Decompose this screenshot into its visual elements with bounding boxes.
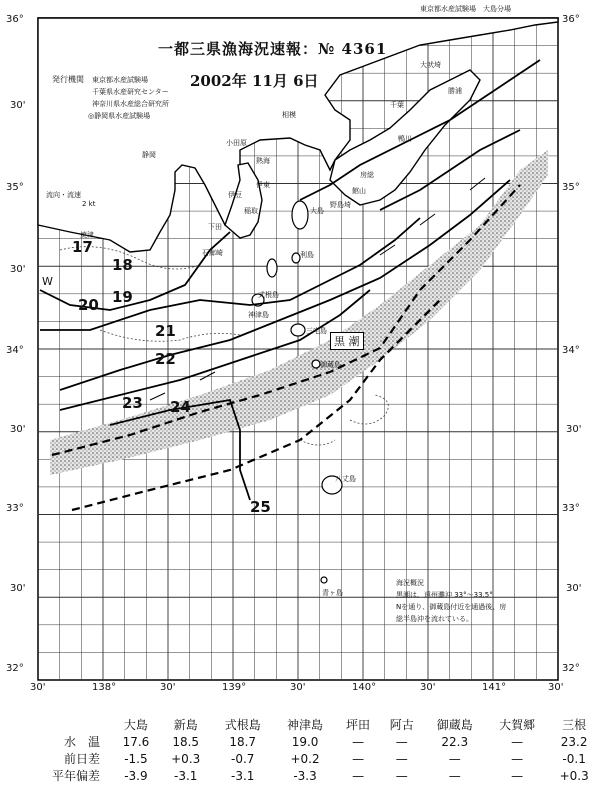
place-name: 鴨川 <box>398 135 412 143</box>
lon-label: 141° <box>482 682 507 693</box>
isotherm-label: 22 <box>155 350 176 368</box>
lon-label: 30' <box>30 682 46 693</box>
cell: -3.3 <box>293 768 317 783</box>
station-header: 大賀郷 <box>499 718 536 732</box>
bulletin-date: 2002年 11月 6日 <box>190 72 319 90</box>
station-header: 三根 <box>562 718 587 732</box>
issuers-label: 発行機関 <box>52 75 84 84</box>
cell: -3.1 <box>230 768 255 783</box>
isotherm-label: 24 <box>170 398 191 416</box>
place-name: 三宅島 <box>306 327 327 335</box>
speed-legend-label: 2 kt <box>82 200 96 208</box>
place-name: 式根島 <box>258 291 279 299</box>
isotherm-label: 20 <box>78 296 99 314</box>
cell: — <box>395 734 408 749</box>
lat-label: 34° <box>6 345 24 356</box>
note-line: Nを通り、御蔵島付近を通過後、房 <box>396 603 507 611</box>
lat-label-right: 30' <box>566 424 582 435</box>
lon-label: 140° <box>352 682 377 693</box>
current-legend-label: 流向・流速 <box>46 191 81 199</box>
lat-label-right: 36° <box>562 14 580 25</box>
lat-label: 30' <box>10 100 26 111</box>
station-header: 式根島 <box>224 718 261 732</box>
lon-label: 139° <box>222 682 247 693</box>
place-name: 八丈島 <box>335 475 356 483</box>
lon-label: 30' <box>548 682 564 693</box>
lon-label: 30' <box>160 682 176 693</box>
place-name: 大吠埼 <box>420 61 441 69</box>
isotherm-label: 17 <box>72 238 93 256</box>
cell: — <box>511 734 524 749</box>
place-name: 館山 <box>352 187 366 195</box>
miyakejima-island <box>291 324 305 336</box>
isotherm-label: 21 <box>155 322 176 340</box>
mikurajima-island <box>312 360 320 368</box>
row-label: 前日差 <box>63 752 100 766</box>
cell: +0.2 <box>290 751 320 766</box>
row-label: 平年偏差 <box>51 769 100 783</box>
note-line: 黒潮は、遠州灘沖 33°～33.5° <box>396 591 493 599</box>
station-header: 阿古 <box>389 718 414 732</box>
issuer-3: 神奈川県水産総合研究所 <box>92 100 169 108</box>
lat-label: 30' <box>10 264 26 275</box>
cell: — <box>352 768 365 783</box>
cell: — <box>395 751 408 766</box>
cell: — <box>352 734 365 749</box>
place-name: 御蔵島 <box>320 361 341 369</box>
lon-label: 138° <box>92 682 117 693</box>
cell: 18.5 <box>172 734 200 749</box>
cell: 18.7 <box>229 734 257 749</box>
station-header: 坪田 <box>346 718 371 732</box>
place-name: 石廊崎 <box>202 249 223 257</box>
station-header: 神津島 <box>287 718 324 732</box>
lat-label-right: 30' <box>566 583 582 594</box>
place-name: 小田原 <box>226 139 247 147</box>
place-name: 静岡 <box>142 151 156 159</box>
cell: — <box>511 768 524 783</box>
place-name: 稲取 <box>244 207 258 215</box>
note-title: 海況概況 <box>396 579 424 587</box>
row-label: 水 温 <box>63 735 100 749</box>
cell: — <box>448 751 461 766</box>
isotherm-label: 23 <box>122 394 143 412</box>
lat-label-right: 32° <box>562 663 580 674</box>
cell: -3.9 <box>124 768 148 783</box>
place-name: 下田 <box>208 223 222 231</box>
cell: — <box>448 768 461 783</box>
lat-label: 33° <box>6 503 24 514</box>
cell: +0.3 <box>171 751 201 766</box>
place-name: 相模 <box>282 111 296 119</box>
lat-label: 30' <box>10 583 26 594</box>
note-line: 総半島沖を流れている。 <box>396 615 473 623</box>
place-name: 房総 <box>360 171 374 179</box>
lat-label: 30' <box>10 424 26 435</box>
lat-label-right: 33° <box>562 503 580 514</box>
bulletin-title: 一都三県漁海況速報：№ 4361 <box>158 40 388 58</box>
cell: 19.0 <box>291 734 319 749</box>
lat-label: 35° <box>6 182 24 193</box>
cell: 22.3 <box>441 734 469 749</box>
cell: — <box>352 751 365 766</box>
toshima-island <box>292 253 300 263</box>
station-header: 御蔵島 <box>436 718 473 732</box>
lon-label: 30' <box>290 682 306 693</box>
issuer-1: 東京都水産試験場 <box>92 76 148 84</box>
lat-label: 36° <box>6 14 24 25</box>
kuroshio-label: 黒 潮 <box>330 332 364 350</box>
cell: -0.1 <box>562 751 586 766</box>
cell: +0.3 <box>559 768 589 783</box>
place-name: 野島埼 <box>330 201 351 209</box>
lat-label-right: 35° <box>562 182 580 193</box>
table-row <box>0 733 600 750</box>
west-label: W <box>42 275 53 288</box>
station-header: 新島 <box>173 718 198 732</box>
niijima-island <box>267 259 277 277</box>
place-name: 千葉 <box>390 101 404 109</box>
oshima-island <box>292 201 308 229</box>
place-name: 利島 <box>300 251 314 259</box>
place-name: 青ヶ島 <box>322 589 343 597</box>
issuer-2: 千葉県水産研究センター <box>92 88 169 96</box>
isotherm-label: 18 <box>112 256 133 274</box>
observation-table <box>0 716 600 784</box>
aogashima-island <box>321 577 327 583</box>
isotherm-label: 25 <box>250 498 271 516</box>
cell: — <box>511 751 524 766</box>
place-name: 神津島 <box>248 311 269 319</box>
cell: 23.2 <box>560 734 588 749</box>
lon-label: 30' <box>420 682 436 693</box>
cell: -1.5 <box>124 751 148 766</box>
institute-name: 東京都水産試験場 大島分場 <box>420 5 511 13</box>
place-name: 伊豆 <box>228 191 242 199</box>
station-header: 大島 <box>123 718 148 732</box>
cell: — <box>395 768 408 783</box>
cell: -3.1 <box>173 768 198 783</box>
corner-cell <box>0 716 112 733</box>
table-row <box>0 767 600 784</box>
place-name: 勝浦 <box>448 87 462 95</box>
place-name: 焼津 <box>80 231 94 239</box>
table-header-row <box>0 716 600 733</box>
place-name: 伊東 <box>256 181 270 189</box>
isotherm-label: 19 <box>112 288 133 306</box>
place-name: 大島 <box>310 207 324 215</box>
lat-label-right: 34° <box>562 345 580 356</box>
cell: 17.6 <box>122 734 150 749</box>
table-row <box>0 750 600 767</box>
cell: -0.7 <box>230 751 255 766</box>
place-name: 熱海 <box>256 157 270 165</box>
issuer-4: ◎静岡県水産試験場 <box>88 112 151 120</box>
lat-label: 32° <box>6 663 24 674</box>
